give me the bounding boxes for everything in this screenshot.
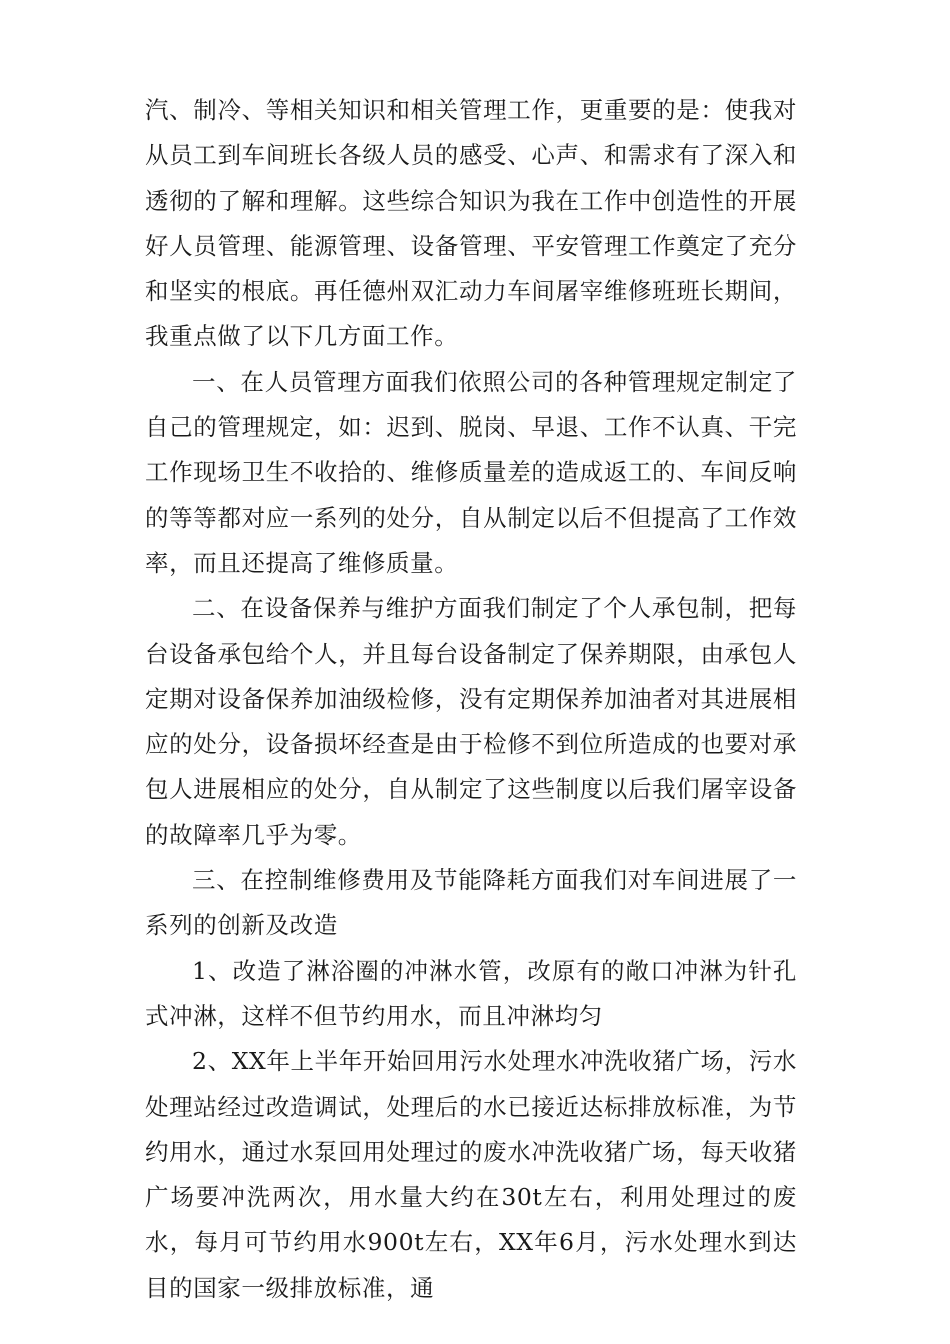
paragraph-cost-control: 三、在控制维修费用及节能降耗方面我们对车间进展了一系列的创新及改造 xyxy=(145,866,797,940)
paragraph-item-1: 1、改造了淋浴圈的冲淋水管，改原有的敞口冲淋为针孔式冲淋，这样不但节约用水，而且冲淋均匀 xyxy=(145,956,797,1030)
paragraph-item-2: 2、XX年上半年开始回用污水处理水冲洗收猪广场，污水处理站经过改造调试，处理后的水已接近达标排放标准，为节约用水，通过水泵回用处理过的废水冲洗收猪广场，每天收猪广场要冲洗两次，用水量大约在30t左右，利用处理过的废水，每月可节约用水900t左右，XX年6月，污水处理水到达目的国家一级排放标准，通 xyxy=(145,1047,797,1302)
document-body xyxy=(145,88,797,1311)
paragraph-personnel-management: 一、在人员管理方面我们依照公司的各种管理规定制定了自己的管理规定，如：迟到、脱岗、早退、工作不认真、干完工作现场卫生不收拾的、维修质量差的造成返工的、车间反响的等等都对应一系列的处分，自从制定以后不但提高了工作效率，而且还提高了维修质量。 xyxy=(145,367,797,577)
paragraph-continuation: 汽、制冷、等相关知识和相关管理工作，更重要的是：使我对从员工到车间班长各级人员的感受、心声、和需求有了深入和透彻的了解和理解。这些综合知识为我在工作中创造性的开展好人员管理、能源管理、设备管理、平安管理工作奠定了充分和坚实的根底。再任德州双汇动力车间屠宰维修班班长期间，我重点做了以下几方面工作。 xyxy=(145,96,797,351)
paragraph-equipment-maintenance: 二、在设备保养与维护方面我们制定了个人承包制，把每台设备承包给个人，并且每台设备制定了保养期限，由承包人定期对设备保养加油级检修，没有定期保养加油者对其进展相应的处分，设备损坏经查是由于检修不到位所造成的也要对承包人进展相应的处分，自从制定了这些制度以后我们屠宰设备的故障率几乎为零。 xyxy=(145,594,797,849)
